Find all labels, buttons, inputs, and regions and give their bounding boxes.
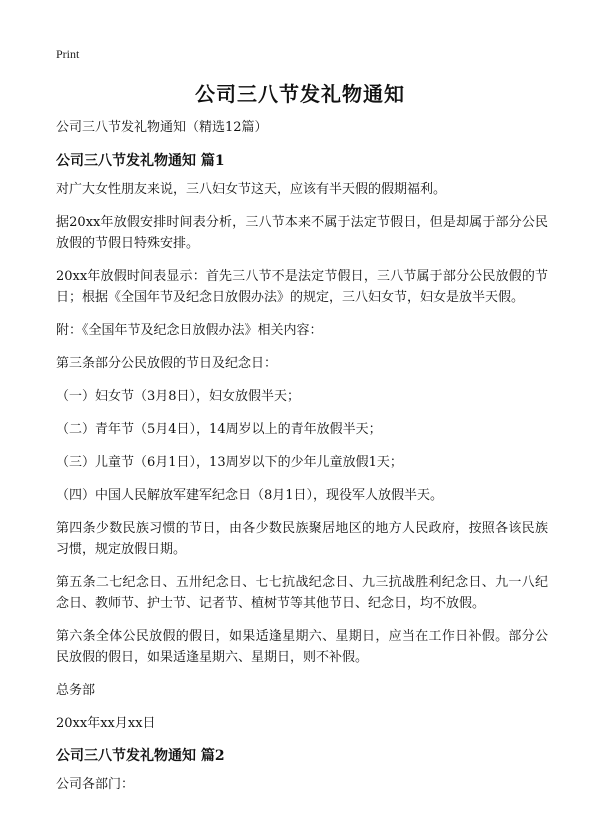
- document-body: [56, 118, 548, 807]
- paragraph: 第五条二七纪念日、五卅纪念日、七七抗战纪念日、九三抗战胜利纪念日、九一八纪念日、教师节、护士节、记者节、植树节等其他节日、纪念日，均不放假。: [56, 575, 548, 611]
- paragraph: 公司各部门：: [56, 777, 135, 792]
- section-heading-2: 公司三八节发礼物通知 篇2: [56, 748, 225, 764]
- print-link[interactable]: Print: [56, 47, 80, 61]
- paragraph: 据20xx年放假安排时间表分析，三八节本来不属于法定节假日，但是却属于部分公民放假的节假日特殊安排。: [56, 215, 548, 251]
- list-item: （二）青年节（5月4日），14周岁以上的青年放假半天；: [56, 422, 382, 437]
- signature-date: 20xx年xx月xx日: [56, 716, 156, 731]
- paragraph: 第四条少数民族习惯的节日，由各少数民族聚居地区的地方人民政府，按照各该民族习惯，规定放假日期。: [56, 521, 548, 557]
- section-heading-1: 公司三八节发礼物通知 篇1: [56, 153, 225, 169]
- document-subtitle: 公司三八节发礼物通知（精选12篇）: [56, 120, 268, 135]
- signature-department: 总务部: [56, 683, 96, 698]
- paragraph: 20xx年放假时间表显示：首先三八节不是法定节假日，三八节属于部分公民放假的节日；根据《全国年节及纪念日放假办法》的规定，三八妇女节，妇女是放半天假。: [56, 269, 548, 305]
- list-item: （三）儿童节（6月1日），13周岁以下的少年儿童放假1天；: [56, 455, 403, 470]
- paragraph: 附：《全国年节及纪念日放假办法》相关内容：: [56, 323, 323, 338]
- paragraph: 第六条全体公民放假的假日，如果适逢星期六、星期日，应当在工作日补假。部分公民放假的假日，如果适逢星期六、星期日，则不补假。: [56, 629, 548, 665]
- paragraph: 第三条部分公民放假的节日及纪念日：: [56, 356, 278, 371]
- list-item: （一）妇女节（3月8日），妇女放假半天；: [56, 389, 301, 404]
- list-item: （四）中国人民解放军建军纪念日（8月1日），现役军人放假半天。: [56, 488, 444, 503]
- page-title: 公司三八节发礼物通知: [195, 82, 405, 106]
- paragraph: 对广大女性朋友来说，三八妇女节这天，应该有半天假的假期福利。: [56, 182, 447, 197]
